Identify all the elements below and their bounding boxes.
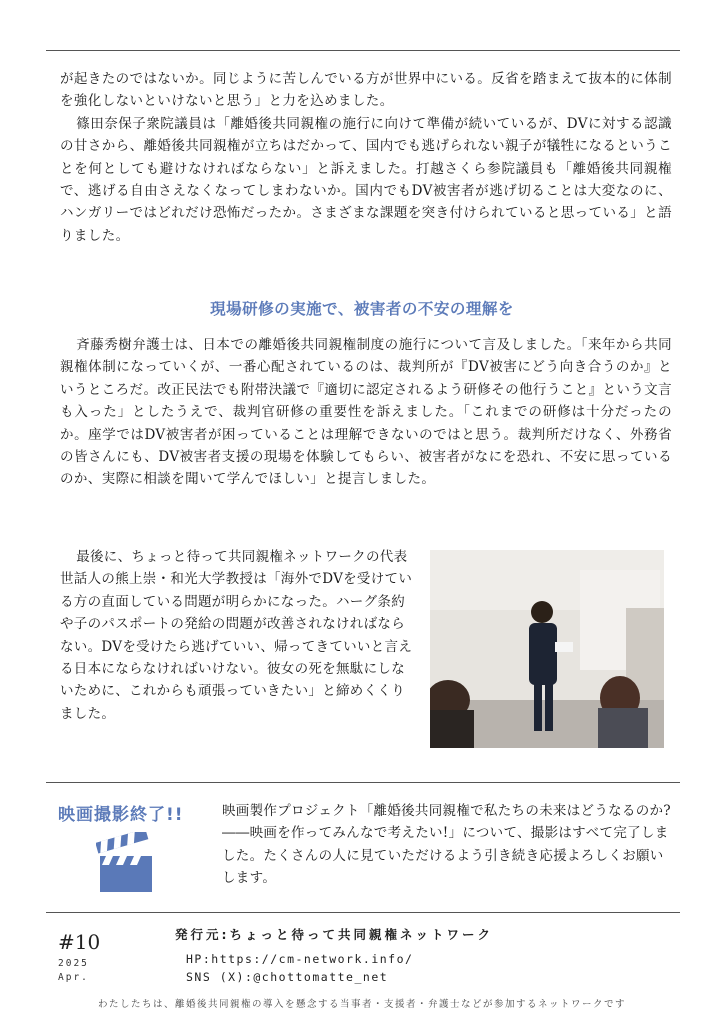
clapperboard-icon xyxy=(96,832,156,894)
paragraph-2: 篠田奈保子衆院議員は「離婚後共同親権の施行に向けて準備が続いているが、DVに対する認識の甘さから、離婚後共同親権が立ちはだかって、国内でも逃げられない親子が犠牲になるということを何としても避けなければならない」と訴えました。打越さくら参院議員も「離婚後共同親権で、逃げる自由さえなくなってしまわないか。国内でもDV被害者が逃げ切ることは大変なのに、ハンガリーではどれだけ恐怖だったか。さまざまな課題を突き付けられていると思っている」と語りました。 xyxy=(60,115,672,244)
issue-month: Apr. xyxy=(58,972,89,983)
footer-rule xyxy=(46,912,680,913)
homepage-link[interactable]: HP:https://cm-network.info/ xyxy=(186,952,414,966)
paragraph-1: が起きたのではないか。同じように苦しんでいる方が世界中にいる。反省を踏まえて抜本的に体制を強化しないといけないと思う」と力を込めました。 xyxy=(60,71,672,110)
publisher: 発行元:ちょっと待って共同親権ネットワーク xyxy=(175,927,493,942)
event-photo xyxy=(430,550,664,748)
paragraph-4: 最後に、ちょっと待って共同親権ネットワークの代表世話人の熊上崇・和光大学教授は「海外でDVを受けている方の直面している問題が明らかになった。ハーグ条約や子のパスポートの発給の問題が改善されなければならない。DVを受けたら逃げていい、帰ってきていいと言える日本にならなければいけない。彼女の死を無駄にしないために、これからも頑張っていきたい」と締めくくりました。 xyxy=(60,549,413,722)
issue-year: 2025 xyxy=(58,958,89,969)
middle-rule xyxy=(46,782,680,783)
movie-announcement: 映画製作プロジェクト「離婚後共同親権で私たちの未来はどうなるのか?――映画を作ってみんなで考えたい!」について、撮影はすべて完了しました。たくさんの人に見ていただけるよう引き続き応援よろしくお願いします。 xyxy=(222,803,671,887)
paragraph-3: 斉藤秀樹弁護士は、日本での離婚後共同親権制度の施行について言及しました。「来年から共同親権体制になっていくが、一番心配されているのは、裁判所が『DV被害にどう向き合うのか』というところだ。改正民法でも附帯決議で『適切に認定されるよう研修その他行うこと』という文言も入った」としたうえで、裁判官研修の重要性を訴えました。「これまでの研修は十分だったのか。座学ではDV被害者が困っていることは理解できないのではと思う。裁判所だけなく、外務省の皆さんにも、DV被害者支援の現場を体験してもらい、被害者がなにを恐れ、不安に思っているのか、実際に相談を聞いて学んでほしい」と提言しました。 xyxy=(60,337,672,488)
sns-handle[interactable]: SNS (X):@chottomatte_net xyxy=(186,970,389,984)
article-body xyxy=(60,334,672,491)
article-closing xyxy=(60,546,418,725)
movie-section-title: 映画撮影終了!! xyxy=(58,805,184,825)
issue-number: #10 xyxy=(58,930,101,954)
speaker-photo-illustration xyxy=(430,550,664,748)
article-intro xyxy=(60,68,672,247)
section-heading: 現場研修の実施で、被害者の不安の理解を xyxy=(210,300,514,318)
footer-tagline: わたしたちは、離婚後共同親権の導入を懸念する当事者・支援者・弁護士などが参加するネットワークです xyxy=(97,999,626,1010)
top-rule xyxy=(46,50,680,51)
